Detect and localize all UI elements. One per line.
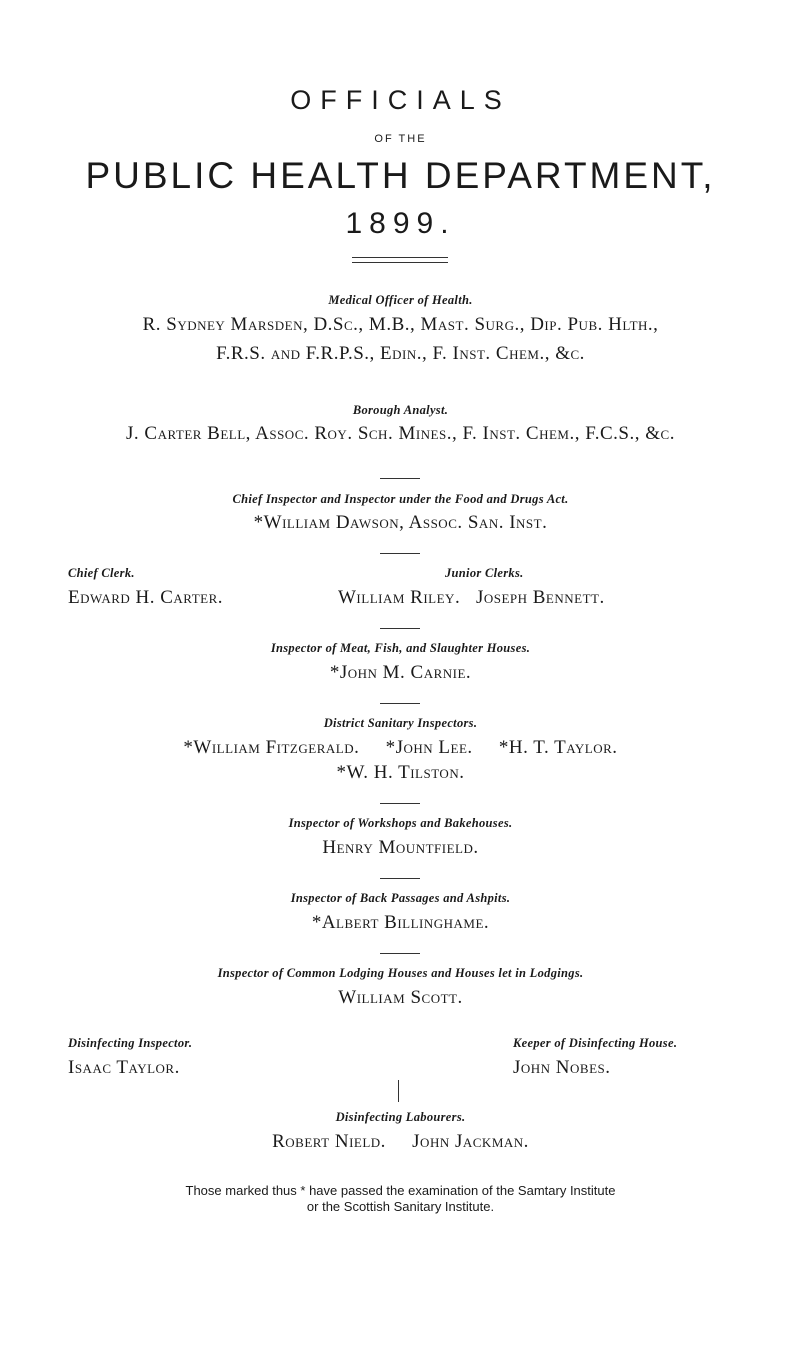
chief-inspector-name: *William Dawson, Assoc. San. Inst. xyxy=(253,512,548,533)
district-inspectors-line1: *William Fitzgerald. *John Lee. *H. T. Taylor. xyxy=(183,737,618,758)
analyst-name: J. Carter Bell, Assoc. Roy. Sch. Mines., F. Inst. Chem., F.C.S., &c. xyxy=(126,423,675,444)
district-inspectors-role: District Sanitary Inspectors. xyxy=(323,716,478,730)
back-passages-inspector-name: *Albert Billinghame. xyxy=(311,912,490,933)
disinfecting-keeper-name: John Nobes. xyxy=(513,1057,611,1078)
heading-officials: OFFICIALS xyxy=(290,85,511,115)
back-passages-inspector-role: Inspector of Back Passages and Ashpits. xyxy=(290,891,511,905)
medical-officer-role: Medical Officer of Health. xyxy=(328,293,473,307)
divider xyxy=(380,703,420,704)
divider xyxy=(380,878,420,879)
junior-clerks-role: Junior Clerks. xyxy=(445,566,524,580)
disinfecting-labourers-names: Robert Nield. John Jackman. xyxy=(272,1131,529,1152)
heading-year: 1899. xyxy=(345,207,456,240)
footnote-line2: or the Scottish Sanitary Institute. xyxy=(306,1199,495,1214)
disinfecting-inspector-role: Disinfecting Inspector. xyxy=(68,1036,193,1050)
footnote-line1: Those marked thus * have passed the examination of the Samtary Institute xyxy=(185,1183,616,1198)
disinfecting-keeper-role: Keeper of Disinfecting House. xyxy=(513,1036,678,1050)
medical-officer-name-line2: F.R.S. and F.R.P.S., Edin., F. Inst. Chem., &c. xyxy=(216,343,585,364)
chief-clerk-role: Chief Clerk. xyxy=(68,566,135,580)
divider xyxy=(380,628,420,629)
vertical-divider xyxy=(398,1080,399,1102)
junior-clerks-names: William Riley. Joseph Bennett. xyxy=(338,587,605,608)
divider xyxy=(380,478,420,479)
medical-officer-name-line1: R. Sydney Marsden, D.Sc., M.B., Mast. Surg., Dip. Pub. Hlth., xyxy=(142,314,659,335)
chief-inspector-role: Chief Inspector and Inspector under the Food and Drugs Act. xyxy=(232,492,569,506)
heading-of-the: OF THE xyxy=(374,133,427,145)
meat-inspector-name: *John M. Carnie. xyxy=(329,662,472,683)
meat-inspector-role: Inspector of Meat, Fish, and Slaughter Houses. xyxy=(270,641,531,655)
disinfecting-inspector-name: Isaac Taylor. xyxy=(68,1057,180,1078)
heading-department: PUBLIC HEALTH DEPARTMENT, xyxy=(85,155,716,196)
workshops-inspector-role: Inspector of Workshops and Bakehouses. xyxy=(288,816,513,830)
divider xyxy=(380,553,420,554)
analyst-role: Borough Analyst. xyxy=(352,403,449,417)
double-rule-divider xyxy=(352,257,448,263)
lodging-inspector-name: William Scott. xyxy=(338,987,463,1008)
district-inspectors-line2: *W. H. Tilston. xyxy=(336,762,465,783)
workshops-inspector-name: Henry Mountfield. xyxy=(322,837,479,858)
divider xyxy=(380,953,420,954)
chief-clerk-name: Edward H. Carter. xyxy=(68,587,223,608)
divider xyxy=(380,803,420,804)
disinfecting-labourers-role: Disinfecting Labourers. xyxy=(335,1110,466,1124)
lodging-inspector-role: Inspector of Common Lodging Houses and Houses let in Lodgings. xyxy=(217,966,584,980)
